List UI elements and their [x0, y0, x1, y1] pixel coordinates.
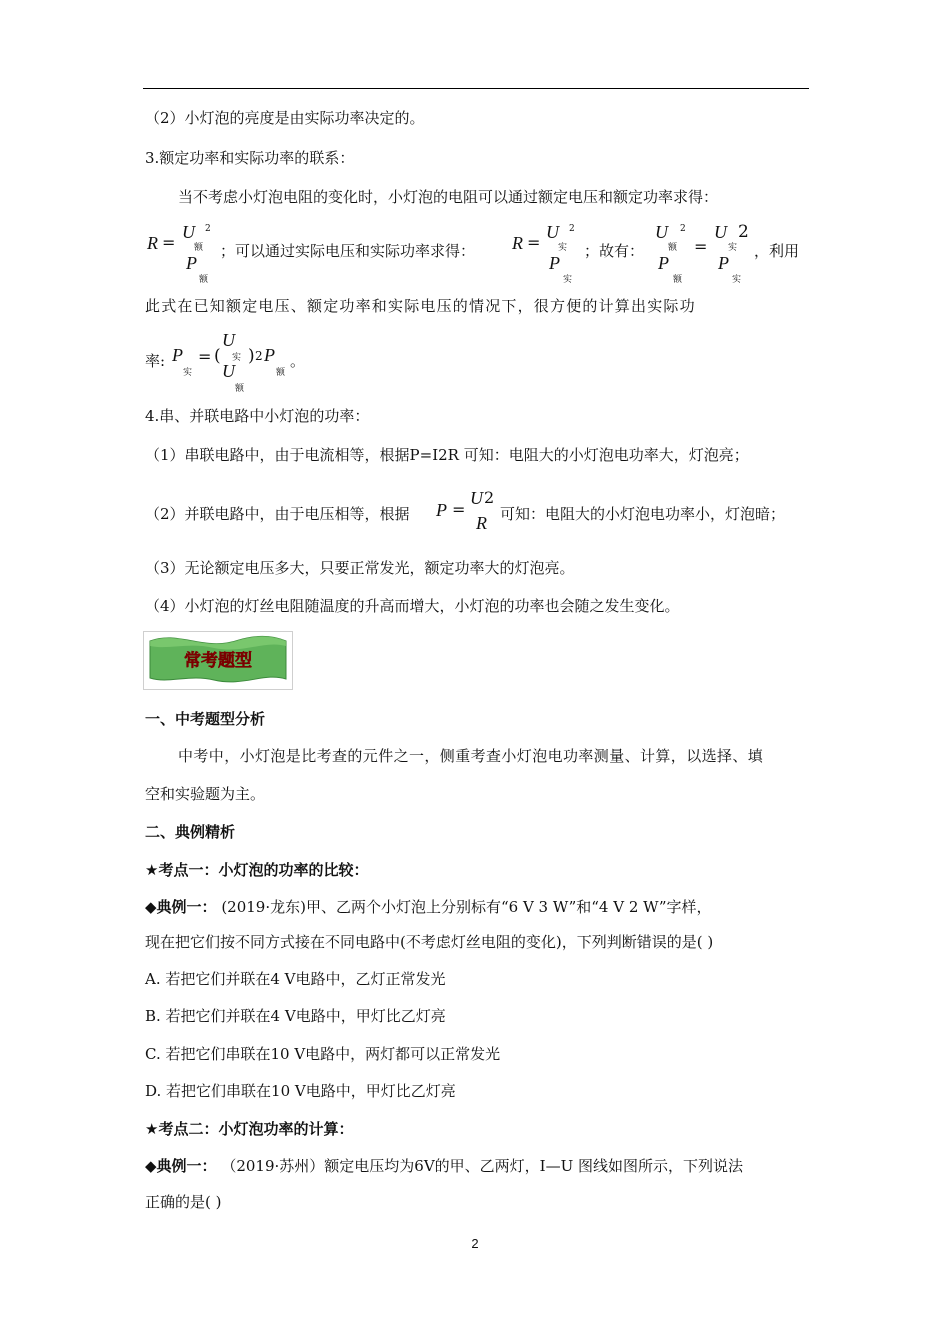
example-1-line-1	[145, 896, 712, 918]
example-1-line-2: 现在把它们按不同方式接在不同电路中(不考虑灯丝电阻的变化)，下列判断错误的是( )	[145, 933, 714, 951]
option-d: D. 若把它们串联在10 V电路中，甲灯比乙灯亮	[145, 1082, 456, 1100]
var-U: U	[182, 222, 195, 242]
exp-2: 2	[484, 488, 495, 507]
line-calc: 此式在已知额定电压、额定功率和实际电压的情况下，很方便的计算出实际功	[145, 297, 696, 315]
heading-examples: 二、典例精析	[145, 823, 236, 841]
heading-point-1: ★考点一：小灯泡的功率的比较：	[145, 861, 369, 879]
option-a: A. 若把它们并联在4 V电路中，乙灯正常发光	[145, 970, 446, 988]
text-rate: 率:	[145, 352, 166, 370]
heading-point-2: ★考点二：小灯泡功率的计算：	[145, 1120, 354, 1138]
text-period: 。	[290, 352, 306, 370]
sub-e: 额	[668, 243, 678, 253]
var-U: U	[655, 222, 668, 242]
para-analysis-2: 空和实验题为主。	[145, 785, 266, 803]
exp-2: 2	[680, 224, 686, 234]
sub-e: 额	[199, 275, 209, 285]
example-marker: ◆典例一：	[145, 898, 217, 916]
sub-s: 实	[558, 243, 568, 253]
sub-s: 实	[728, 243, 738, 253]
sub-e: 额	[235, 384, 245, 394]
sub-s: 实	[563, 275, 573, 285]
var-R: R	[147, 233, 158, 253]
example-2-text: （2019·苏州）额定电压均为6V的甲、乙两灯，I—U 图线如图所示，下列说法	[221, 1157, 743, 1175]
option-c: C. 若把它们串联在10 V电路中，两灯都可以正常发光	[145, 1045, 501, 1063]
text-actual: ；可以通过实际电压和实际功率求得：	[220, 242, 476, 260]
exp-2: 2	[205, 224, 211, 234]
eq-sign: =	[694, 237, 708, 256]
exp-2: 2	[569, 224, 575, 234]
var-P: P	[172, 345, 183, 365]
section-banner	[143, 631, 293, 690]
heading-analysis: 一、中考题型分析	[145, 710, 266, 728]
eq-sign: =	[198, 347, 212, 366]
sub-e: 额	[194, 243, 204, 253]
example-1-text: (2019·龙东)甲、乙两个小灯泡上分别标有“6 V 3 W”和“4 V 2 W”字样，	[221, 898, 712, 916]
sub-e: 额	[276, 368, 286, 378]
banner-text: 常考题型	[184, 651, 252, 671]
sub-s: 实	[183, 368, 193, 378]
text-use: ，利用	[754, 242, 800, 260]
var-P: P	[549, 253, 560, 273]
text-parallel: （2）并联电路中，由于电压相等，根据	[145, 505, 410, 523]
example-marker: ◆典例一：	[145, 1157, 217, 1175]
eq-sign: =	[162, 233, 176, 252]
var-U: U	[714, 222, 727, 242]
header-rule	[143, 88, 809, 89]
exp-2: 2	[255, 349, 263, 363]
para-analysis-1: 中考中，小灯泡是比考查的元件之一，侧重考查小灯泡电功率测量、计算，以选择、填	[178, 747, 764, 765]
eq-sign: =	[527, 233, 541, 252]
line-rated: （3）无论额定电压多大，只要正常发光，额定功率大的灯泡亮。	[145, 559, 575, 577]
var-P: P	[186, 253, 197, 273]
eq-sign: =	[452, 500, 466, 519]
option-b: B. 若把它们并联在4 V电路中，甲灯比乙灯亮	[145, 1007, 446, 1025]
var-U: U	[546, 222, 559, 242]
page-number: 2	[471, 1236, 479, 1251]
line-brightness: （2）小灯泡的亮度是由实际功率决定的。	[145, 109, 425, 127]
sub-s: 实	[732, 275, 742, 285]
var-U: U	[470, 488, 483, 508]
var-P: P	[718, 253, 729, 273]
exp-2: 2	[738, 222, 749, 242]
line-series: （1）串联电路中，由于电流相等，根据P=I2R 可知：电阻大的小灯泡电功率大，灯泡亮；	[145, 446, 749, 464]
var-R: R	[512, 233, 523, 253]
sub-s: 实	[232, 353, 242, 363]
heading-relation: 3.额定功率和实际功率的联系：	[145, 149, 355, 167]
var-P: P	[658, 253, 669, 273]
var-R: R	[476, 513, 487, 533]
text-so: ；故有：	[584, 242, 645, 260]
var-P: P	[264, 345, 275, 365]
var-U: U	[222, 361, 235, 381]
example-2-line-1	[145, 1155, 743, 1177]
var-U: U	[222, 330, 235, 350]
sub-e: 额	[673, 275, 683, 285]
line-resistance: 当不考虑小灯泡电阻的变化时，小灯泡的电阻可以通过额定电压和额定功率求得：	[178, 188, 719, 206]
banner-ribbon	[144, 632, 292, 689]
line-filament: （4）小灯泡的灯丝电阻随温度的升高而增大，小灯泡的功率也会随之发生变化。	[145, 597, 680, 615]
heading-series-parallel: 4.串、并联电路中小灯泡的功率：	[145, 407, 370, 425]
text-parallel-2: 可知：电阻大的小灯泡电功率小，灯泡暗；	[500, 505, 786, 523]
example-2-line-2: 正确的是( )	[145, 1193, 222, 1211]
paren: (	[214, 346, 221, 366]
paren: )	[248, 346, 255, 366]
var-P: P	[436, 500, 447, 520]
